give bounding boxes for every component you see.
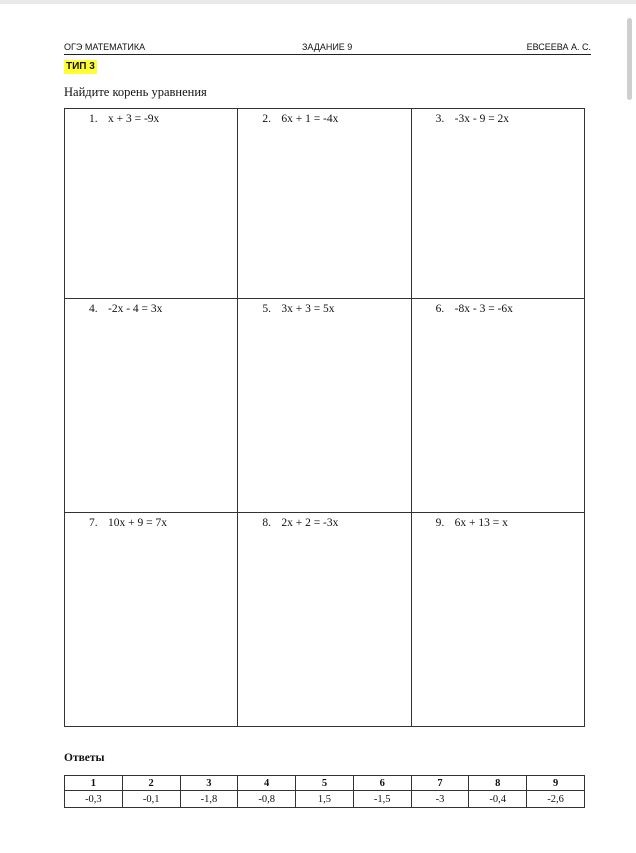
task-number: 4. — [89, 303, 98, 315]
answers-title: Ответы — [64, 752, 105, 764]
task-cell — [411, 109, 584, 299]
task-number: 1. — [89, 113, 98, 125]
answer-number: 6 — [353, 776, 411, 791]
answer-value: -0,1 — [122, 791, 180, 808]
task-number: 9. — [435, 517, 445, 529]
answer-number: 4 — [238, 776, 296, 791]
task-equation: -2x - 4 = 3x — [108, 303, 163, 315]
task-cell — [411, 513, 584, 727]
task-equation: 2x + 2 = -3x — [281, 517, 339, 529]
answer-value: 1,5 — [296, 791, 354, 808]
header-subject: ОГЭ МАТЕМАТИКА — [64, 42, 146, 52]
task-cell — [238, 299, 411, 513]
task-equation: 6x + 13 = x — [454, 517, 508, 529]
task-number: 7. — [89, 517, 98, 529]
task-equation: x + 3 = -9x — [108, 113, 160, 125]
answer-number: 7 — [411, 776, 469, 791]
task-number: 8. — [262, 517, 271, 529]
answer-value: -2,6 — [527, 791, 585, 808]
answer-value: -3 — [411, 791, 469, 808]
task-number: 3. — [435, 113, 445, 125]
header-task: ЗАДАНИЕ 9 — [302, 42, 353, 52]
answer-number: 5 — [296, 776, 354, 791]
task-cell — [65, 109, 238, 299]
answer-number: 8 — [469, 776, 527, 791]
answer-number: 3 — [180, 776, 238, 791]
task-number: 5. — [262, 303, 271, 315]
task-equation: 6x + 1 = -4x — [281, 113, 339, 125]
type-label: ТИП 3 — [66, 61, 95, 72]
page-header — [64, 42, 591, 55]
answer-value: -0,8 — [238, 791, 296, 808]
task-cell — [238, 513, 411, 727]
answers-table — [64, 775, 585, 808]
task-cell — [411, 299, 584, 513]
task-equation: -3x - 9 = 2x — [454, 113, 510, 125]
answer-number: 9 — [527, 776, 585, 791]
answer-value: -1,8 — [180, 791, 238, 808]
task-equation: -8x - 3 = -6x — [454, 303, 513, 315]
viewer-top-bar — [0, 0, 636, 4]
task-cell — [65, 513, 238, 727]
vertical-scrollbar[interactable] — [627, 18, 632, 100]
answer-value: -1,5 — [353, 791, 411, 808]
instruction-text: Найдите корень уравнения — [64, 85, 207, 99]
answer-number: 2 — [122, 776, 180, 791]
answer-number: 1 — [65, 776, 123, 791]
task-equation: 10x + 9 = 7x — [108, 517, 167, 529]
task-cell — [65, 299, 238, 513]
task-grid — [64, 108, 585, 727]
task-number: 2. — [262, 113, 271, 125]
task-equation: 3x + 3 = 5x — [281, 303, 335, 315]
header-author: ЕВСЕЕВА А. С. — [526, 42, 591, 52]
task-cell — [238, 109, 411, 299]
answer-value: -0,4 — [469, 791, 527, 808]
answer-value: -0,3 — [65, 791, 123, 808]
task-number: 6. — [435, 303, 445, 315]
